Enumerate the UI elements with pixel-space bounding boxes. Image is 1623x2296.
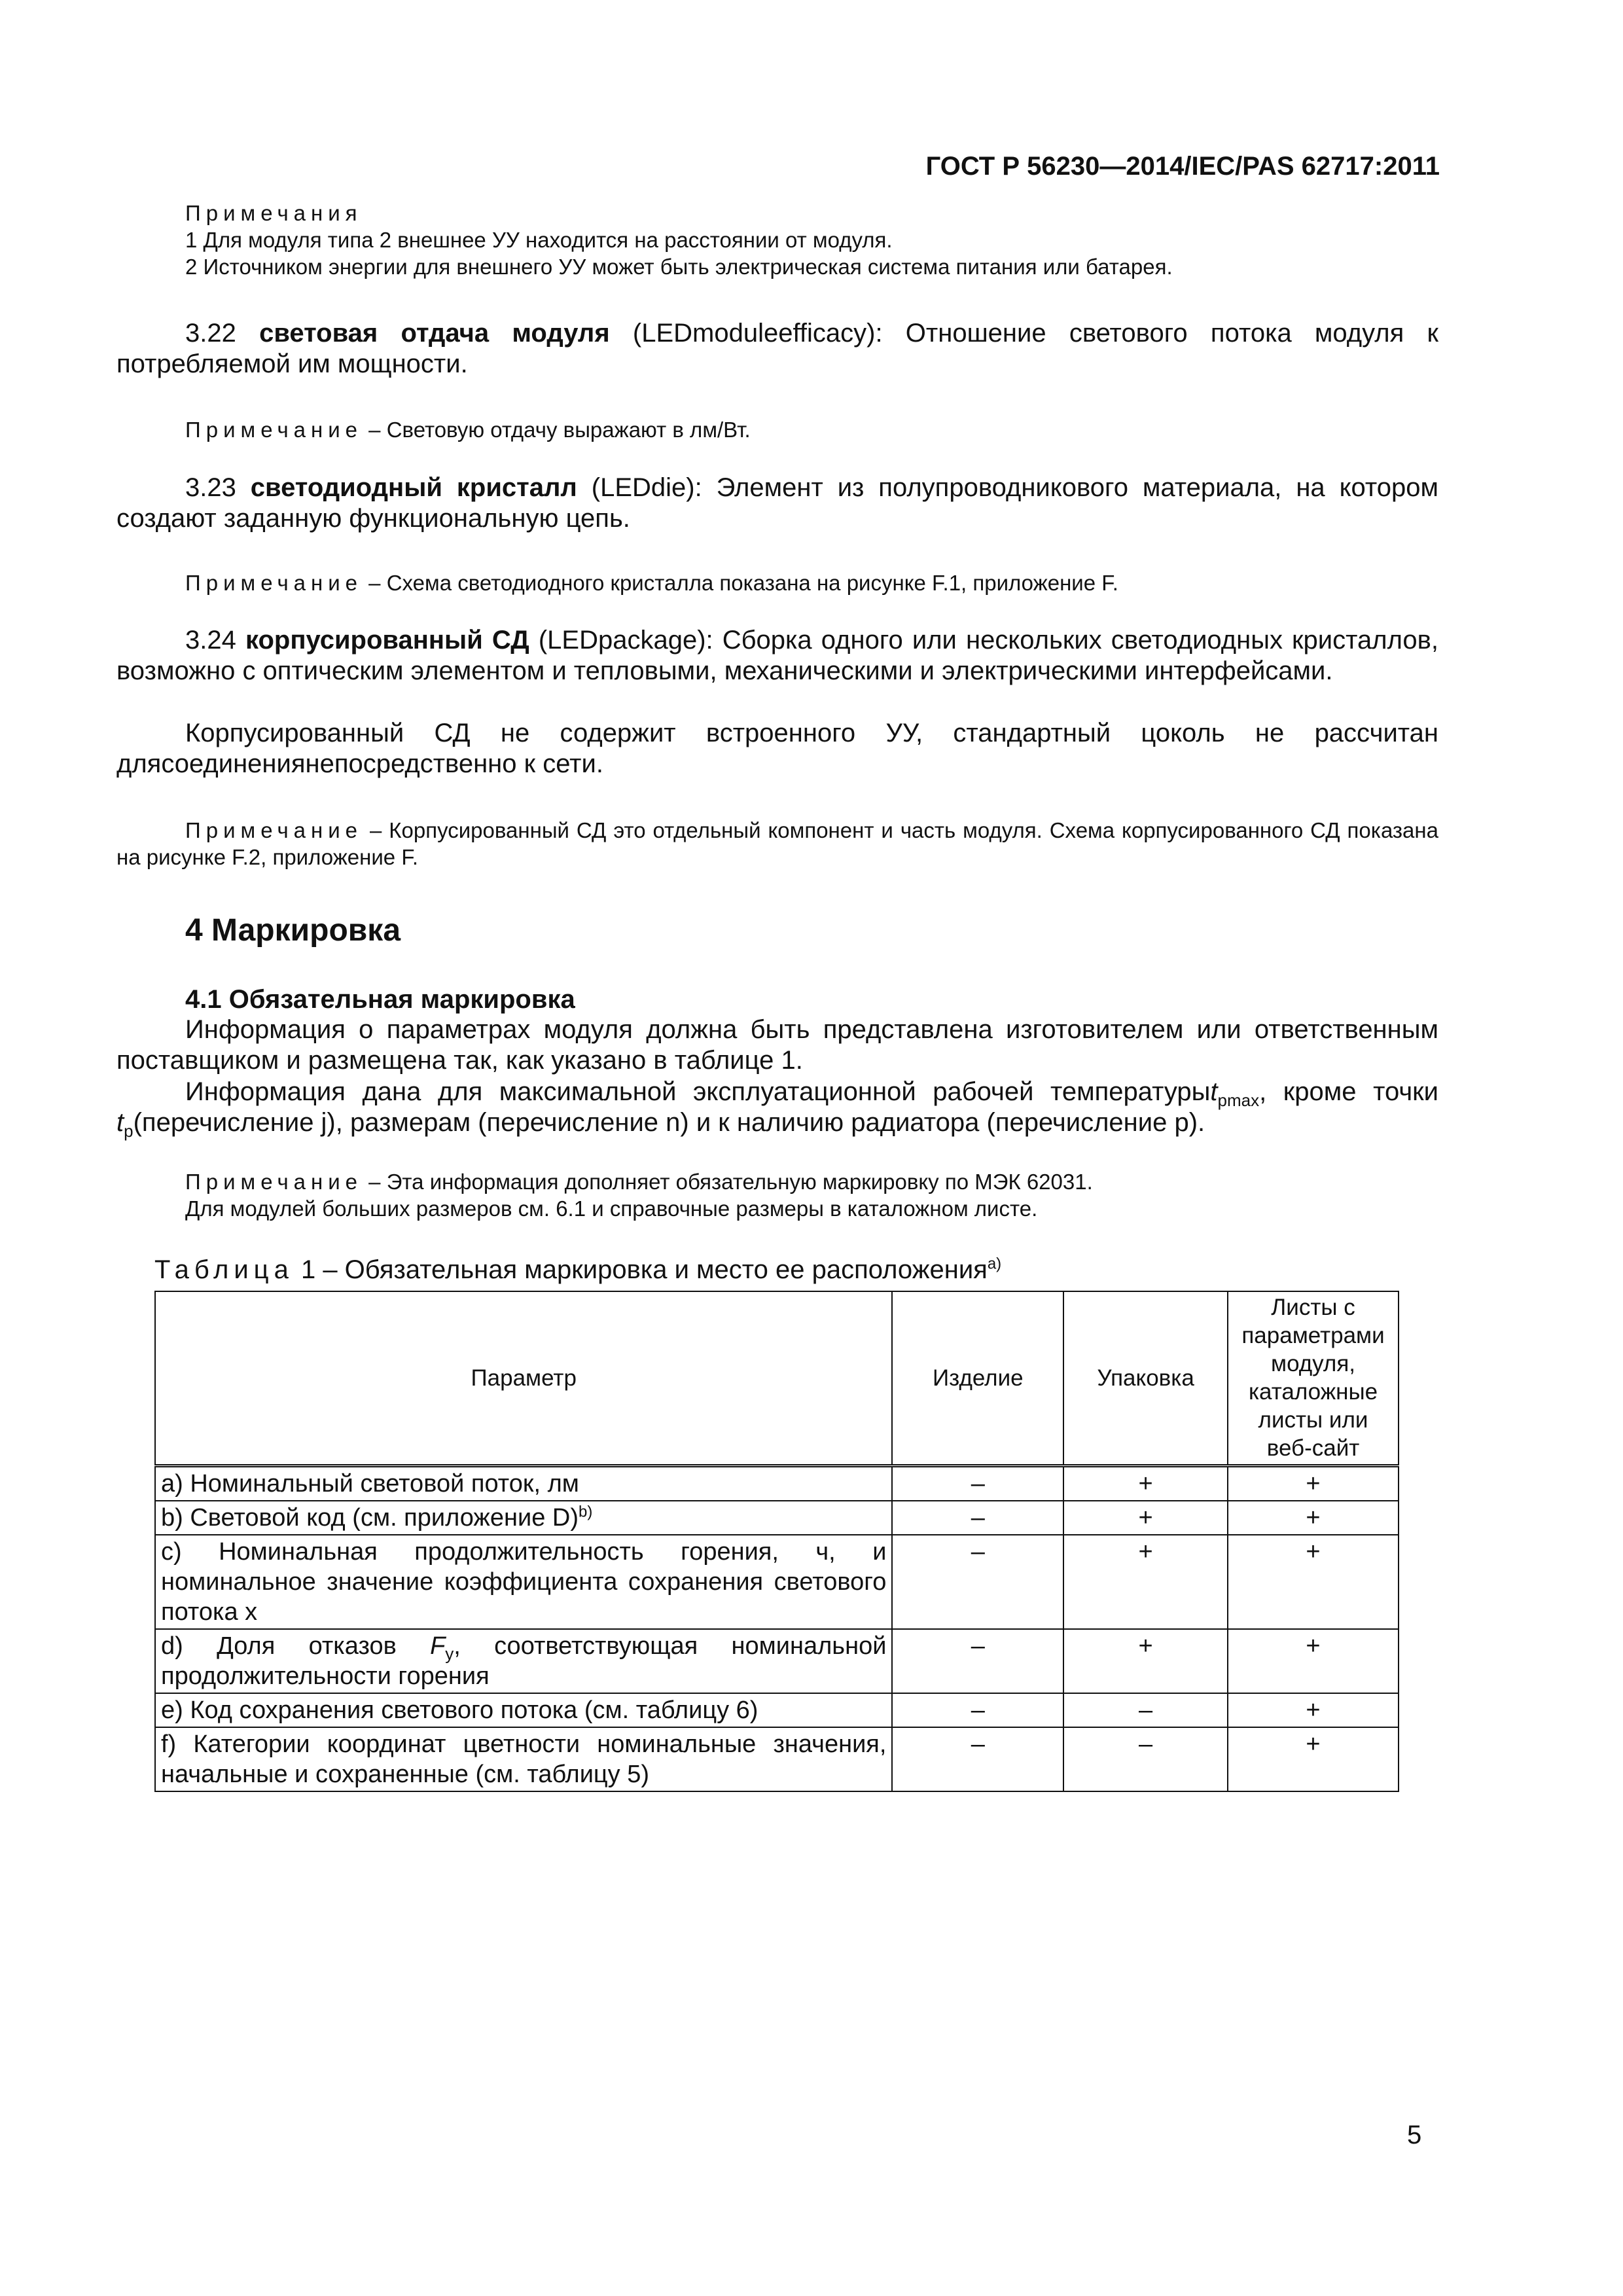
clause-term: светодиодный кристалл — [250, 473, 577, 502]
row-product: – — [892, 1465, 1063, 1501]
row-sheets: + — [1228, 1535, 1399, 1629]
clause-3-22 — [116, 318, 1438, 380]
row-param: c) Номинальная продолжительность горения, ч, и номинальное значение коэффициента сохранения светового потока x — [155, 1535, 892, 1629]
marking-table — [154, 1291, 1399, 1792]
note-line-1: 1 Для модуля типа 2 внешнее УУ находится на расстоянии от модуля. — [185, 228, 893, 252]
clause-number: 3.22 — [185, 319, 260, 348]
table-row — [155, 1727, 1399, 1791]
table-caption-text: 1 – Обязательная маркировка и место ее расположения — [293, 1255, 988, 1284]
note-text: – Корпусированный СД это отдельный компонент и часть модуля. Схема корпусированного СД показана на рисунке F.2, приложение F. — [116, 818, 1438, 869]
row-package: + — [1063, 1465, 1228, 1501]
row-sheets: + — [1228, 1629, 1399, 1693]
section-4-1-para-2: Информация дана для максимальной эксплуатационной рабочей температурыt$_{pmax}$, кроме точки $t_p(перечисление$ j), размерам (перечисление n) и к наличию радиатора (перечисление p). — [116, 1077, 1438, 1141]
table-row — [155, 1501, 1399, 1535]
clause-definition: (LEDdie): Элемент из полупроводникового материала, на котором создают заданную функциональную цепь. — [116, 473, 1439, 533]
row-sheets: + — [1228, 1693, 1399, 1727]
header-package: Упаковка — [1063, 1291, 1228, 1465]
note-3-22 — [116, 416, 1438, 443]
row-package: – — [1063, 1693, 1228, 1727]
note-label: Примечание — [185, 818, 363, 842]
note-3-24 — [116, 817, 1438, 870]
note-label: Примечание — [185, 571, 363, 595]
row-package: + — [1063, 1629, 1228, 1693]
table-row — [155, 1693, 1399, 1727]
section-4-1-para-1: Информация о параметрах модуля должна быть представлена изготовителем или ответственным поставщиком и размещена так, как указано в таблице 1. — [116, 1015, 1438, 1075]
row-product: – — [892, 1535, 1063, 1629]
clause-number: 3.24 — [185, 626, 245, 655]
row-param: b) Световой код (см. приложение D)$^{b)}$ — [155, 1501, 892, 1535]
note-label: Примечание — [185, 418, 363, 442]
clause-number: 3.23 — [185, 473, 251, 502]
row-product: – — [892, 1693, 1063, 1727]
table-header-row — [155, 1291, 1399, 1465]
notes-block-top — [116, 200, 1438, 280]
row-package: + — [1063, 1501, 1228, 1535]
notes-title: Примечания — [185, 201, 363, 225]
row-package: + — [1063, 1535, 1228, 1629]
table-row — [155, 1535, 1399, 1629]
clause-3-23 — [116, 473, 1438, 534]
note-line-2: 2 Источником энергии для внешнего УУ может быть электрическая система питания или батарея. — [185, 255, 1173, 279]
row-product: – — [892, 1629, 1063, 1693]
note-label: Примечание — [185, 1170, 363, 1194]
row-sheets: + — [1228, 1501, 1399, 1535]
note-text: – Световую отдачу выражают в лм/Вт. — [363, 418, 751, 442]
document-header: ГОСТ Р 56230—2014/IEC/PAS 62717:2011 — [925, 152, 1440, 181]
clause-definition: (LEDpackage): Сборка одного или нескольких светодиодных кристаллов, возможно с оптическим элементом и тепловыми, механическими и электрическими интерфейсами. — [116, 626, 1438, 685]
table-caption-label: Таблица — [154, 1255, 294, 1284]
note-4-1 — [116, 1168, 1438, 1222]
row-param: f) Категории координат цветности номинальные значения, начальные и сохраненные (см. таблицу 5) — [155, 1727, 892, 1791]
note-3-23 — [116, 569, 1438, 596]
section-4-heading: 4 Маркировка — [185, 913, 401, 948]
table-caption — [154, 1255, 1001, 1285]
row-sheets: + — [1228, 1727, 1399, 1791]
row-param: d) Доля отказов $F_y$, соответствующая номинальной продолжительности горения — [155, 1629, 892, 1693]
section-4-1-heading: 4.1 Обязательная маркировка — [185, 985, 575, 1014]
clause-term: корпусированный СД — [245, 626, 529, 655]
table-caption-footnote: а) — [987, 1255, 1002, 1273]
row-param: e) Код сохранения светового потока (см. таблицу 6) — [155, 1693, 892, 1727]
table-row — [155, 1629, 1399, 1693]
header-product: Изделие — [892, 1291, 1063, 1465]
row-footnote: b) — [578, 1502, 593, 1520]
row-product: – — [892, 1727, 1063, 1791]
clause-definition: (LEDmoduleefficacy): Отношение светового потока модуля к потребляемой им мощности. — [116, 319, 1439, 378]
header-param: Параметр — [155, 1291, 892, 1465]
note-text: – Эта информация дополняет обязательную маркировку по МЭК 62031. — [363, 1170, 1093, 1194]
clause-3-24 — [116, 625, 1438, 687]
header-sheets: Листы с параметрами модуля, каталожные листы или веб-сайт — [1228, 1291, 1399, 1465]
row-product: – — [892, 1501, 1063, 1535]
note-line-2: Для модулей больших размеров см. 6.1 и справочные размеры в каталожном листе. — [185, 1196, 1038, 1221]
note-text: – Схема светодиодного кристалла показана на рисунке F.1, приложение F. — [363, 571, 1118, 595]
clause-term: световая отдача модуля — [259, 319, 610, 348]
row-param: а) Номинальный световой поток, лм — [155, 1465, 892, 1501]
row-package: – — [1063, 1727, 1228, 1791]
clause-3-24-para-2: Корпусированный СД не содержит встроенного УУ, стандартный цоколь не рассчитан длясоединениянепосредственно к сети. — [116, 719, 1438, 778]
table-row — [155, 1465, 1399, 1501]
page-number: 5 — [1407, 2121, 1422, 2149]
row-sheets: + — [1228, 1465, 1399, 1501]
